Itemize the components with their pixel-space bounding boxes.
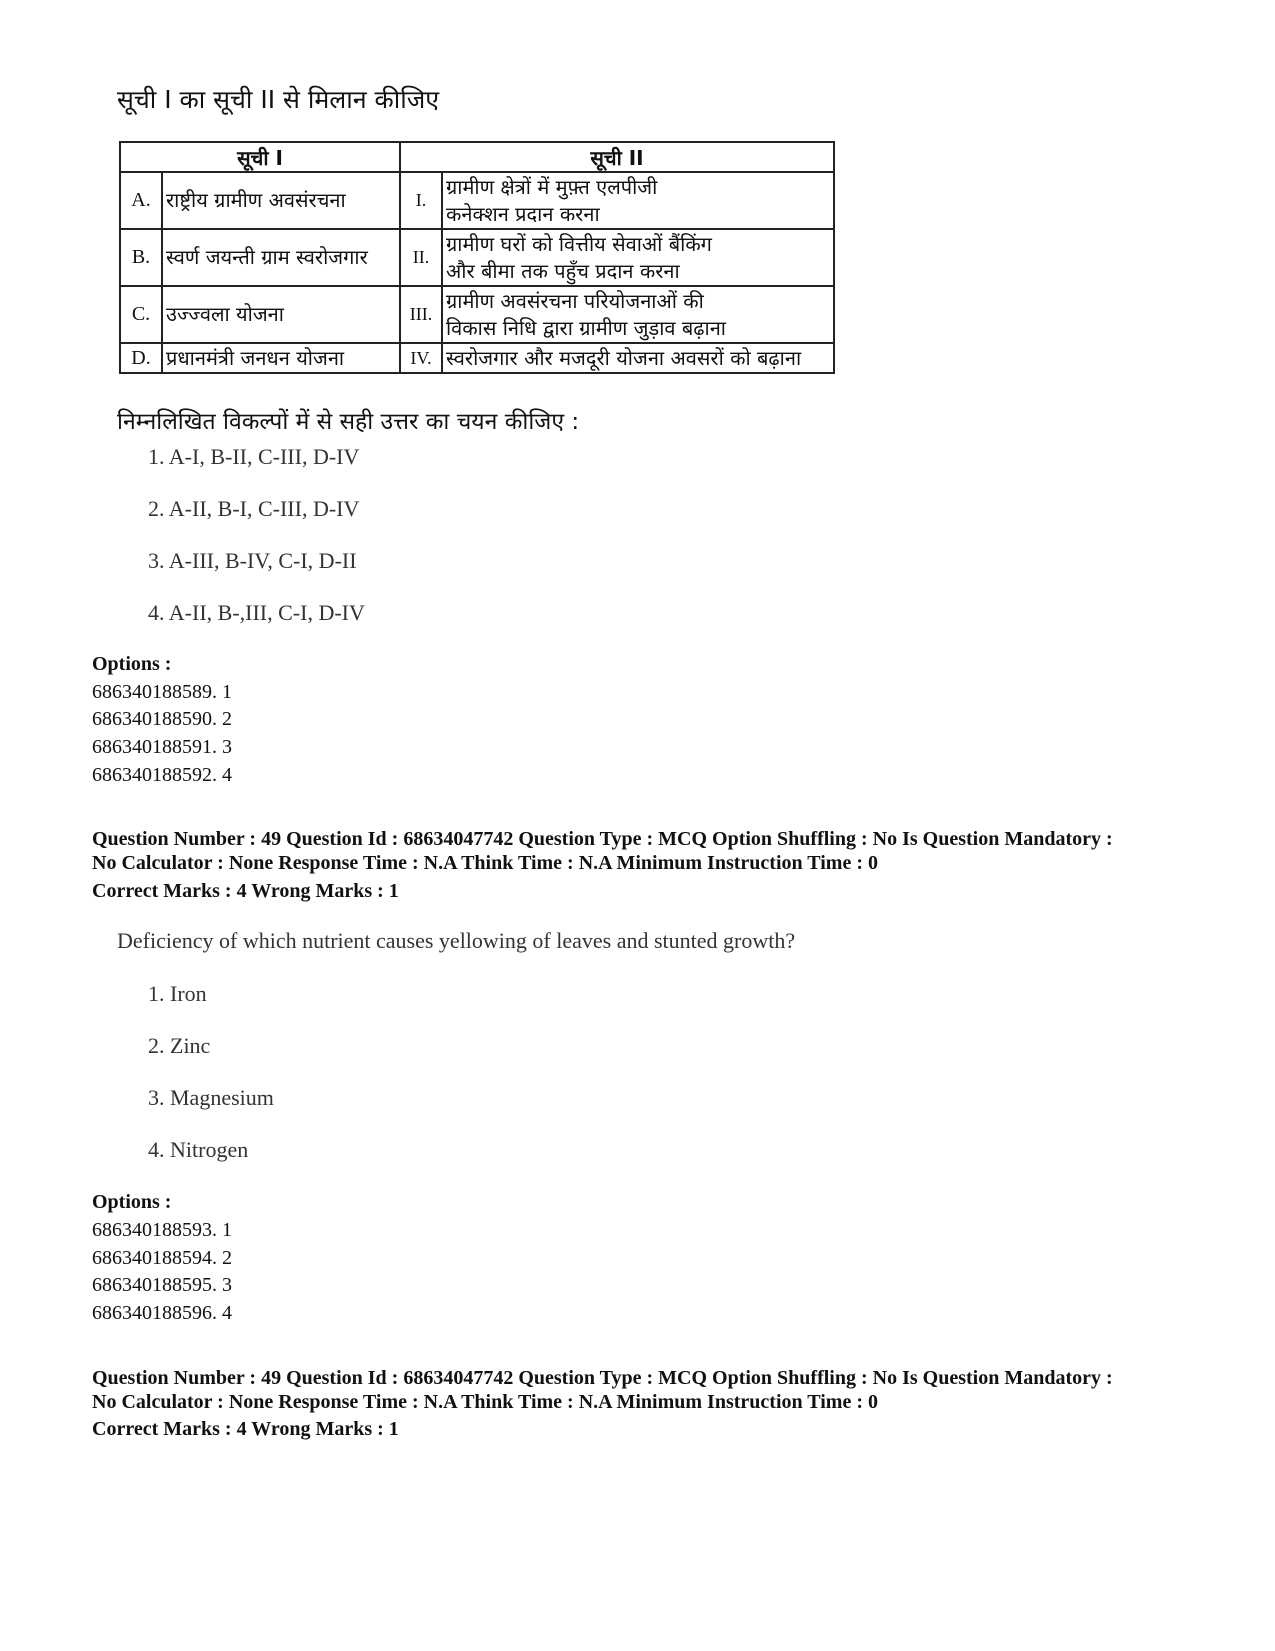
meta-line: No Calculator : None Response Time : N.A Think Time : N.A Minimum Instruction Time : 0	[92, 852, 878, 874]
choice-item: 1. A-I, B-II, C-III, D-IV	[148, 444, 360, 469]
option-id: 686340188592. 4	[92, 764, 232, 786]
list1-header: सूची I	[120, 142, 400, 172]
list2-line: और बीमा तक पहुँच प्रदान करना	[446, 258, 680, 283]
list2-item	[442, 229, 834, 286]
meta-line: No Calculator : None Response Time : N.A Think Time : N.A Minimum Instruction Time : 0	[92, 1391, 878, 1413]
marks-line: Correct Marks : 4 Wrong Marks : 1	[92, 1418, 399, 1440]
list2-item	[442, 286, 834, 343]
row-roman: IV.	[400, 343, 442, 373]
table-header-row	[120, 142, 834, 172]
list1-item: स्वर्ण जयन्ती ग्राम स्वरोजगार	[162, 229, 400, 286]
list2-line: ग्रामीण क्षेत्रों में मुफ़्त एलपीजी	[446, 174, 658, 199]
list2-line: ग्रामीण अवसंरचना परियोजनाओं की	[446, 288, 704, 313]
option-id: 686340188589. 1	[92, 681, 232, 703]
row-key: A.	[120, 172, 162, 229]
match-table	[119, 141, 835, 374]
list2-line: विकास निधि द्वारा ग्रामीण जुड़ाव बढ़ाना	[446, 315, 726, 340]
marks-line: Correct Marks : 4 Wrong Marks : 1	[92, 880, 399, 902]
choice-item: 3. A-III, B-IV, C-I, D-II	[148, 548, 357, 573]
table-row	[120, 229, 834, 286]
choice-item: 2. A-II, B-I, C-III, D-IV	[148, 496, 360, 521]
row-key: C.	[120, 286, 162, 343]
list2-item	[442, 172, 834, 229]
list2-line: ग्रामीण घरों को वित्तीय सेवाओं बैंकिंग	[446, 231, 712, 256]
list2-line: कनेक्शन प्रदान करना	[446, 201, 600, 226]
meta-line: Question Number : 49 Question Id : 68634047742 Question Type : MCQ Option Shuffling : No Is Question Mandatory :	[92, 1367, 1113, 1389]
row-roman: I.	[400, 172, 442, 229]
choice-item: 1. Iron	[148, 981, 207, 1006]
question-text: Deficiency of which nutrient causes yellowing of leaves and stunted growth?	[117, 928, 796, 953]
option-id: 686340188595. 3	[92, 1274, 232, 1296]
table-row	[120, 172, 834, 229]
option-id: 686340188590. 2	[92, 708, 232, 730]
list1-item: उज्ज्वला योजना	[162, 286, 400, 343]
row-roman: III.	[400, 286, 442, 343]
list1-item: प्रधानमंत्री जनधन योजना	[162, 343, 400, 373]
row-key: B.	[120, 229, 162, 286]
options-label: Options :	[92, 1191, 172, 1213]
option-id: 686340188596. 4	[92, 1302, 232, 1324]
table-row	[120, 286, 834, 343]
instruction-text: निम्नलिखित विकल्पों में से सही उत्तर का चयन कीजिए :	[117, 409, 580, 435]
option-id: 686340188594. 2	[92, 1247, 232, 1269]
list2-item: स्वरोजगार और मजदूरी योजना अवसरों को बढ़ाना	[442, 343, 834, 373]
choice-item: 3. Magnesium	[148, 1085, 274, 1110]
option-id: 686340188593. 1	[92, 1219, 232, 1241]
option-id: 686340188591. 3	[92, 736, 232, 758]
meta-line: Question Number : 49 Question Id : 68634047742 Question Type : MCQ Option Shuffling : No Is Question Mandatory :	[92, 828, 1113, 850]
row-roman: II.	[400, 229, 442, 286]
question-heading: सूची I का सूची II से मिलान कीजिए	[117, 85, 440, 114]
list1-item: राष्ट्रीय ग्रामीण अवसंरचना	[162, 172, 400, 229]
table-row	[120, 343, 834, 373]
row-key: D.	[120, 343, 162, 373]
question-meta	[92, 827, 1192, 875]
choice-item: 2. Zinc	[148, 1033, 211, 1058]
question-meta	[92, 1366, 1192, 1414]
choice-item: 4. Nitrogen	[148, 1137, 249, 1162]
choice-item: 4. A-II, B-,III, C-I, D-IV	[148, 600, 365, 625]
list2-header: सूची II	[400, 142, 834, 172]
options-label: Options :	[92, 653, 172, 675]
